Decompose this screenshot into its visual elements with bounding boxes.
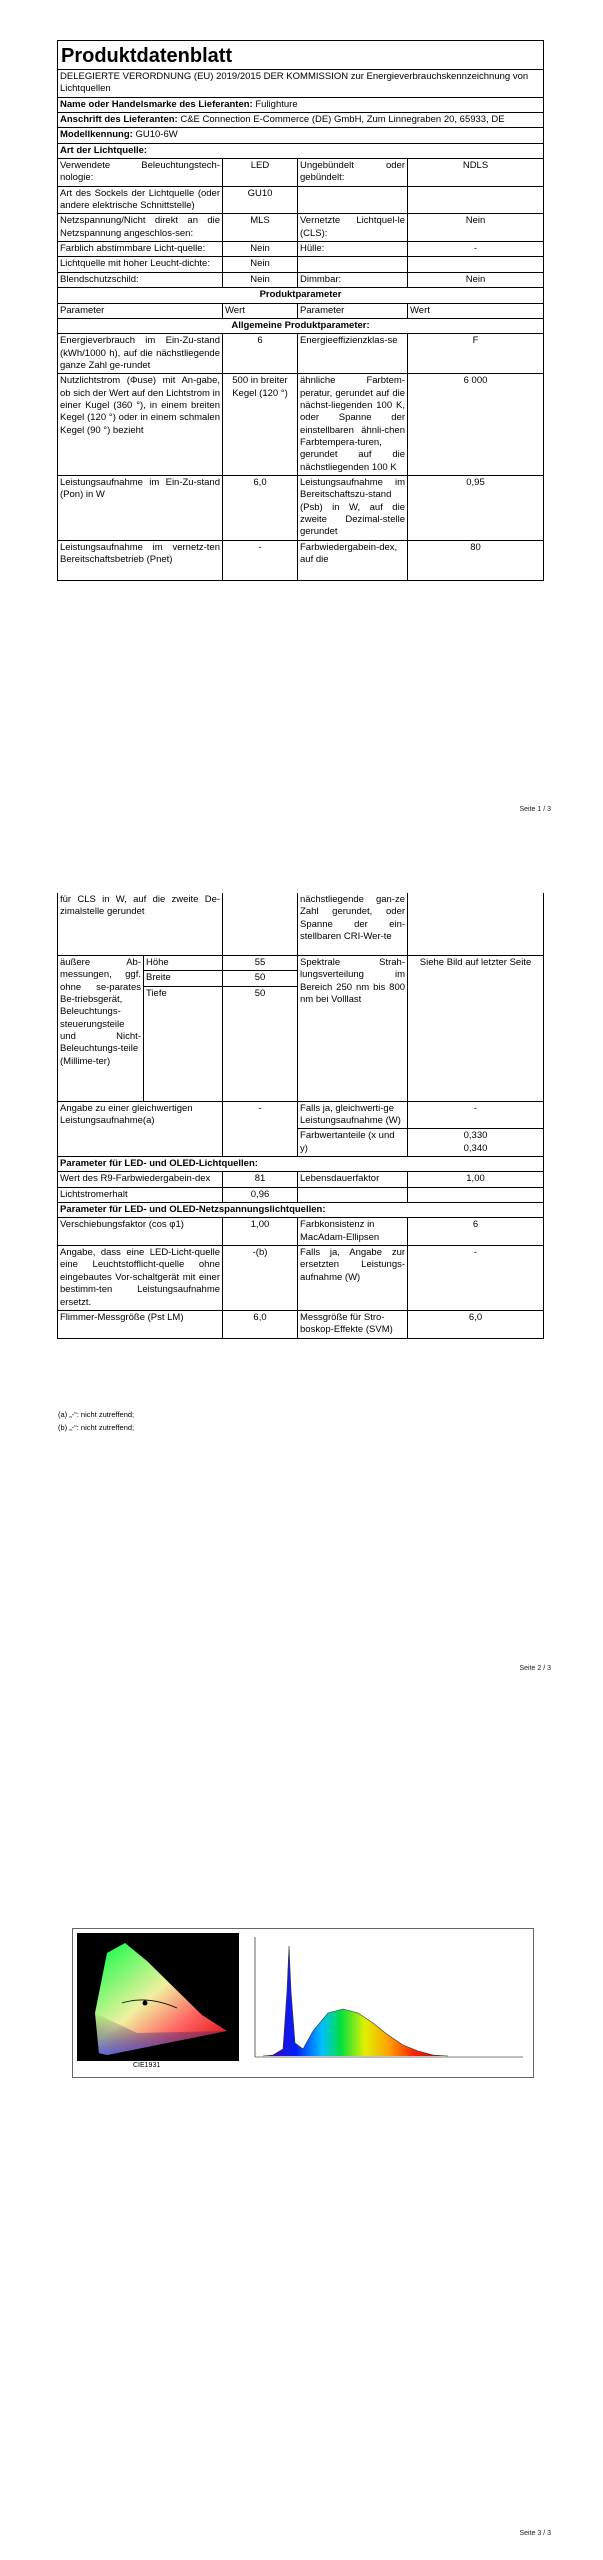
param-label: nächstliegende gan-ze Zahl gerundet, oder Spanne der ein-stellbaren CRI-Wer-te — [298, 893, 408, 956]
param-value: 6 — [223, 334, 298, 374]
chromaticity-y: 0,340 — [463, 1142, 488, 1154]
param-label: Leistungsaufnahme im Ein-Zu-stand (Pon) in W — [58, 475, 223, 540]
row-label — [298, 257, 408, 272]
param-value — [223, 893, 298, 956]
supplier-name-label: Name oder Handelsmarke des Lieferanten: — [60, 98, 253, 110]
dimension-value: 50 — [223, 986, 298, 1101]
supplier-address-value: C&E Connection E-Commerce (DE) GmbH, Zum Linnegraben 20, 65933, DE — [180, 114, 505, 126]
param-label: Farbwiedergabein-dex, auf die — [298, 540, 408, 580]
spectral-value: Siehe Bild auf letzter Seite — [408, 956, 544, 1102]
table-row — [58, 257, 544, 272]
row-label: Netzspannung/Nicht direkt an die Netzspannung angeschlos-sen: — [58, 214, 223, 242]
param-value: 6 — [408, 1218, 544, 1246]
row-label: Ungebündelt oder gebündelt: — [298, 159, 408, 187]
param-label: Nutzlichtstrom (Φuse) mit An-gabe, ob sich der Wert auf den Lichtstrom in einer Kugel (360 °), in einem breiten Kegel (120 °) oder in einem schmalen Kegel (90 °) bezieht — [58, 374, 223, 476]
table-row — [58, 334, 544, 374]
row-label: Farblich abstimmbare Licht-quelle: — [58, 242, 223, 257]
table-row — [58, 159, 544, 187]
spectral-figure — [72, 1928, 534, 2078]
param-label: Messgröße für Stro-boskop-Effekte (SVM) — [298, 1310, 408, 1338]
param-value: - — [408, 1246, 544, 1311]
param-value: 6,0 — [223, 1310, 298, 1338]
general-params-header: Allgemeine Produktparameter: — [58, 318, 544, 333]
param-value: 1,00 — [223, 1218, 298, 1246]
table-row — [58, 272, 544, 287]
cie-diagram — [77, 1933, 239, 2061]
table-row — [58, 540, 544, 580]
product-datasheet-table — [57, 40, 544, 581]
spectrum-chart — [243, 1931, 529, 2073]
equivalent-power-value: - — [408, 1101, 544, 1129]
param-label: für CLS in W, auf die zweite De-zimalstelle gerundet — [58, 893, 223, 956]
param-label: Wert des R9-Farbwiedergabein-dex — [58, 1172, 223, 1187]
param-value: 0,95 — [408, 475, 544, 540]
product-params-header: Produktparameter — [58, 288, 544, 303]
row-value: LED — [223, 159, 298, 187]
supplier-name-value: Fulighture — [255, 98, 298, 110]
param-value: 0,96 — [223, 1187, 298, 1202]
table-row — [58, 1187, 544, 1202]
column-header: Parameter — [58, 303, 223, 318]
param-value: 500 in breiter Kegel (120 °) — [223, 374, 298, 476]
model-label: Modellkennung: — [60, 129, 133, 141]
equivalent-power-value: - — [223, 1101, 298, 1156]
param-label: Energieeffizienzklas-se — [298, 334, 408, 374]
row-label — [298, 186, 408, 214]
param-value: 6,0 — [223, 475, 298, 540]
row-value: Nein — [223, 272, 298, 287]
param-value: - — [223, 540, 298, 580]
param-value: 6,0 — [408, 1310, 544, 1338]
dimension-value: 50 — [223, 971, 298, 986]
model-value: GU10-6W — [135, 129, 178, 141]
page-title: Produktdatenblatt — [58, 41, 544, 70]
param-label: Leistungsaufnahme im Bereitschaftszu-stand (Psb) in W, auf die zweite Dezimal-stelle gerundet — [298, 475, 408, 540]
page-1 — [0, 0, 603, 825]
param-label: Verschiebungsfaktor (cos φ1) — [58, 1218, 223, 1246]
regulation-text: DELEGIERTE VERORDNUNG (EU) 2019/2015 DER KOMMISSION zur Energieverbrauchskennzeichnung von Lichtquellen — [58, 70, 544, 98]
footnote-a: (a) „-“: nicht zutreffend; — [58, 1410, 135, 1419]
footnote-b: (b) „-“: nicht zutreffend; — [58, 1423, 135, 1432]
supplier-address-row — [58, 113, 544, 128]
chromaticity-label: Farbwertanteile (x und y) — [298, 1129, 408, 1157]
param-value: -(b) — [223, 1246, 298, 1311]
row-value: NDLS — [408, 159, 544, 187]
row-value — [408, 186, 544, 214]
page-number-3: Seite 3 / 3 — [519, 2530, 551, 2537]
param-label: Flimmer-Messgröße (Pst LM) — [58, 1310, 223, 1338]
param-label: Lichtstromerhalt — [58, 1187, 223, 1202]
row-label: Blendschutzschild: — [58, 272, 223, 287]
chromaticity-values — [408, 1129, 544, 1157]
param-value: 1,00 — [408, 1172, 544, 1187]
page-2 — [0, 825, 603, 1689]
supplier-name-row — [58, 97, 544, 112]
product-datasheet-table-continued — [57, 893, 544, 1339]
row-label: Dimmbar: — [298, 272, 408, 287]
table-row — [58, 893, 544, 956]
param-label: Angabe, dass eine LED-Licht-quelle eine Leuchtstofflicht-quelle ohne eingebautes Vor-schaltgerät mit einer bestimm-ten Leistungsaufnahme ersetzt. — [58, 1246, 223, 1311]
column-header-row — [58, 303, 544, 318]
chromaticity-x: 0,330 — [463, 1130, 488, 1142]
spectral-label: Spektrale Strah-lungsverteilung im Bereich 250 nm bis 800 nm bei Volllast — [298, 956, 408, 1102]
table-row — [58, 374, 544, 476]
row-label: Art des Sockels der Lichtquelle (oder andere elektrische Schnittstelle) — [58, 186, 223, 214]
param-label: ähnliche Farbtem-peratur, gerundet auf die nächst-liegenden 100 K, oder Spanne der einstellbaren ähnli-chen Farbtempera-turen, gerundet auf die nächstliegenden 100 K — [298, 374, 408, 476]
page-number: Seite 1 / 3 — [519, 806, 551, 813]
param-value — [408, 893, 544, 956]
page-number: Seite 2 / 3 — [519, 1665, 551, 1672]
dimension-name: Breite — [144, 971, 223, 986]
equivalent-power-label: Angabe zu einer gleichwertigen Leistungsaufnahme(a) — [58, 1101, 223, 1156]
param-label: Lebensdauerfaktor — [298, 1172, 408, 1187]
param-label: Falls ja, Angabe zur ersetzten Leistungs-aufnahme (W) — [298, 1246, 408, 1311]
row-value: Nein — [223, 257, 298, 272]
table-row — [58, 242, 544, 257]
row-label: Verwendete Beleuchtungstech-nologie: — [58, 159, 223, 187]
column-header: Wert — [223, 303, 298, 318]
table-row — [58, 956, 544, 971]
row-value: Nein — [408, 272, 544, 287]
supplier-address-label: Anschrift des Lieferanten: — [60, 114, 178, 126]
column-header: Wert — [408, 303, 544, 318]
row-label: Hülle: — [298, 242, 408, 257]
table-row — [58, 1310, 544, 1338]
cie-caption: CIE1931 — [133, 2062, 161, 2069]
light-source-type-header: Art der Lichtquelle: — [58, 143, 544, 158]
equivalent-power-label: Falls ja, gleichwerti-ge Leistungsaufnahme (W) — [298, 1101, 408, 1129]
row-value: GU10 — [223, 186, 298, 214]
table-row — [58, 1172, 544, 1187]
param-value: 81 — [223, 1172, 298, 1187]
param-value: 80 — [408, 540, 544, 580]
row-value: - — [408, 242, 544, 257]
led-params-header: Parameter für LED- und OLED-Lichtquellen: — [58, 1157, 544, 1172]
row-label: Vernetzte Lichtquel-le (CLS): — [298, 214, 408, 242]
model-row — [58, 128, 544, 143]
table-row — [58, 475, 544, 540]
white-point — [143, 2001, 148, 2006]
row-value: Nein — [223, 242, 298, 257]
param-label: Leistungsaufnahme im vernetz-ten Bereitschaftsbetrieb (Pnet) — [58, 540, 223, 580]
table-row — [58, 186, 544, 214]
column-header: Parameter — [298, 303, 408, 318]
dimension-name: Höhe — [144, 956, 223, 971]
table-row — [58, 1101, 544, 1129]
dimensions-label: äußere Ab-messungen, ggf. ohne se-parates Be-triebsgerät, Beleuchtungs-steuerungsteile und Nicht-Beleuchtungs-teile (Millime-ter) — [58, 956, 144, 1102]
param-label: Energieverbrauch im Ein-Zu-stand (kWh/1000 h), auf die nächstliegende ganze Zahl ge-rundet — [58, 334, 223, 374]
param-label: Farbkonsistenz in MacAdam-Ellipsen — [298, 1218, 408, 1246]
dimension-name: Tiefe — [144, 986, 223, 1101]
param-value: F — [408, 334, 544, 374]
mains-params-header: Parameter für LED- und OLED-Netzspannungslichtquellen: — [58, 1203, 544, 1218]
dimension-value: 55 — [223, 956, 298, 971]
table-row — [58, 214, 544, 242]
row-value — [408, 257, 544, 272]
param-value: 6 000 — [408, 374, 544, 476]
param-value — [408, 1187, 544, 1202]
row-value: Nein — [408, 214, 544, 242]
row-label: Lichtquelle mit hoher Leucht-dichte: — [58, 257, 223, 272]
table-row — [58, 1246, 544, 1311]
param-label — [298, 1187, 408, 1202]
table-row — [58, 1218, 544, 1246]
row-value: MLS — [223, 214, 298, 242]
